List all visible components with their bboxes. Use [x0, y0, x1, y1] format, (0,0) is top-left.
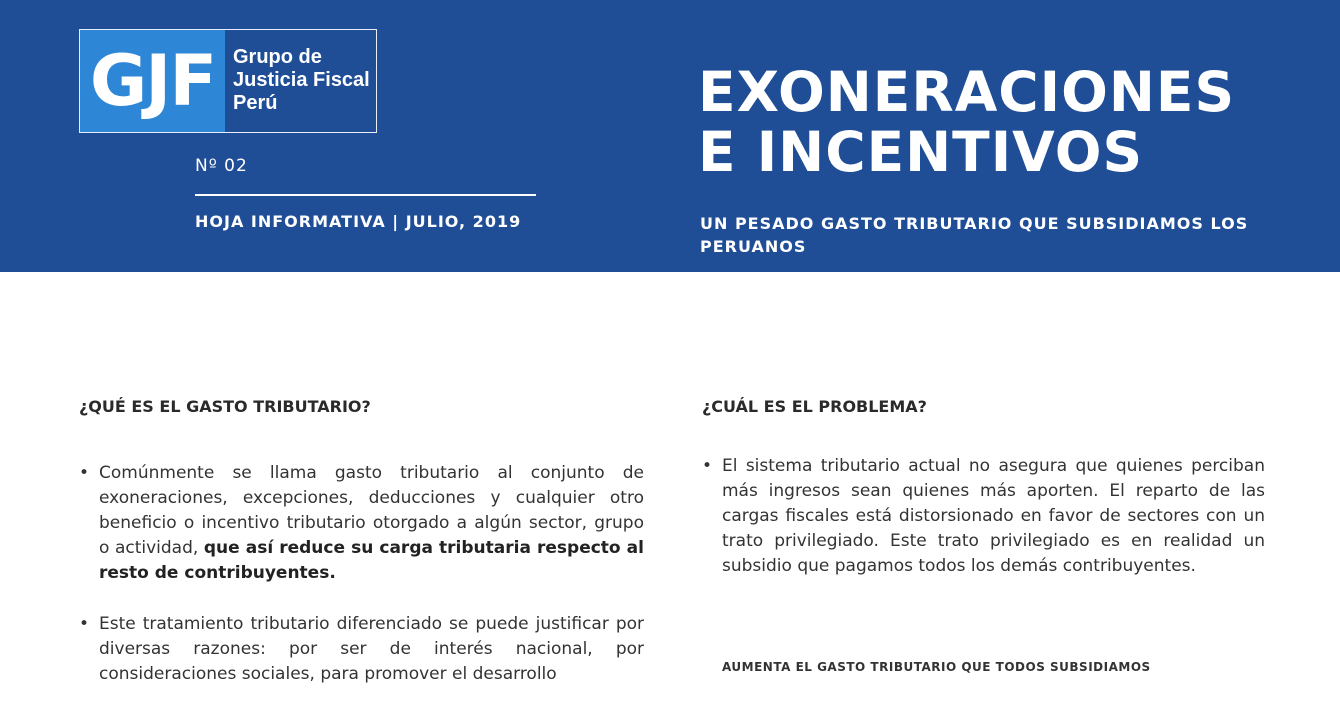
bullet-item — [79, 461, 644, 586]
title-line: EXONERACIONES — [698, 60, 1236, 124]
bullet-text: Comúnmente se llama gasto tributario al conjunto de exoneraciones, excepciones, deducciones y cualquier otro beneficio o incentivo tributario otorgado a algún sector, grupo o actividad, — [99, 463, 644, 558]
page-subtitle: UN PESADO GASTO TRIBUTARIO QUE SUBSIDIAMOS LOS PERUANOS — [700, 214, 1249, 256]
bullet-text: El sistema tributario actual no asegura que quienes perciban más ingresos sean quienes más aporten. El reparto de las cargas fiscales está distorsionado en favor de sectores con un trato privilegiado. Este trato privilegiado es en realidad un subsidio que pagamos todos los demás contribuyentes. — [722, 456, 1265, 576]
section-heading-problema: ¿CUÁL ES EL PROBLEMA? — [702, 397, 927, 416]
header-divider — [195, 194, 536, 196]
right-column — [702, 454, 1265, 605]
bullet-icon: • — [79, 614, 90, 634]
section-heading-gasto: ¿QUÉ ES EL GASTO TRIBUTARIO? — [79, 397, 371, 416]
bullet-item — [79, 612, 644, 687]
logo-line: Justicia Fiscal — [233, 69, 370, 91]
page-title — [698, 62, 1235, 182]
left-column — [79, 461, 644, 713]
logo-line: Grupo de — [233, 46, 322, 68]
header-banner — [0, 0, 1340, 272]
title-line: E INCENTIVOS — [698, 120, 1144, 184]
bullet-icon: • — [702, 456, 713, 476]
clipped-section-label: AUMENTA EL GASTO TRIBUTARIO QUE TODOS SUBSIDIAMOS — [722, 660, 1151, 674]
bullet-bold-text: que así reduce su carga tributaria respecto al resto de contribuyentes. — [99, 538, 644, 583]
sheet-info: HOJA INFORMATIVA | JULIO, 2019 — [195, 212, 522, 231]
logo-text — [225, 30, 370, 132]
bullet-text: Este tratamiento tributario diferenciado se puede justificar por diversas razones: por ser de interés nacional, por consideraciones sociales, para promover el desarrollo — [99, 614, 644, 684]
logo-mark: GJF — [80, 30, 225, 132]
bullet-icon: • — [79, 463, 90, 483]
gjf-logo — [79, 29, 377, 133]
logo-line: Perú — [233, 92, 278, 114]
bullet-item — [702, 454, 1265, 579]
issue-number: Nº 02 — [195, 156, 248, 176]
